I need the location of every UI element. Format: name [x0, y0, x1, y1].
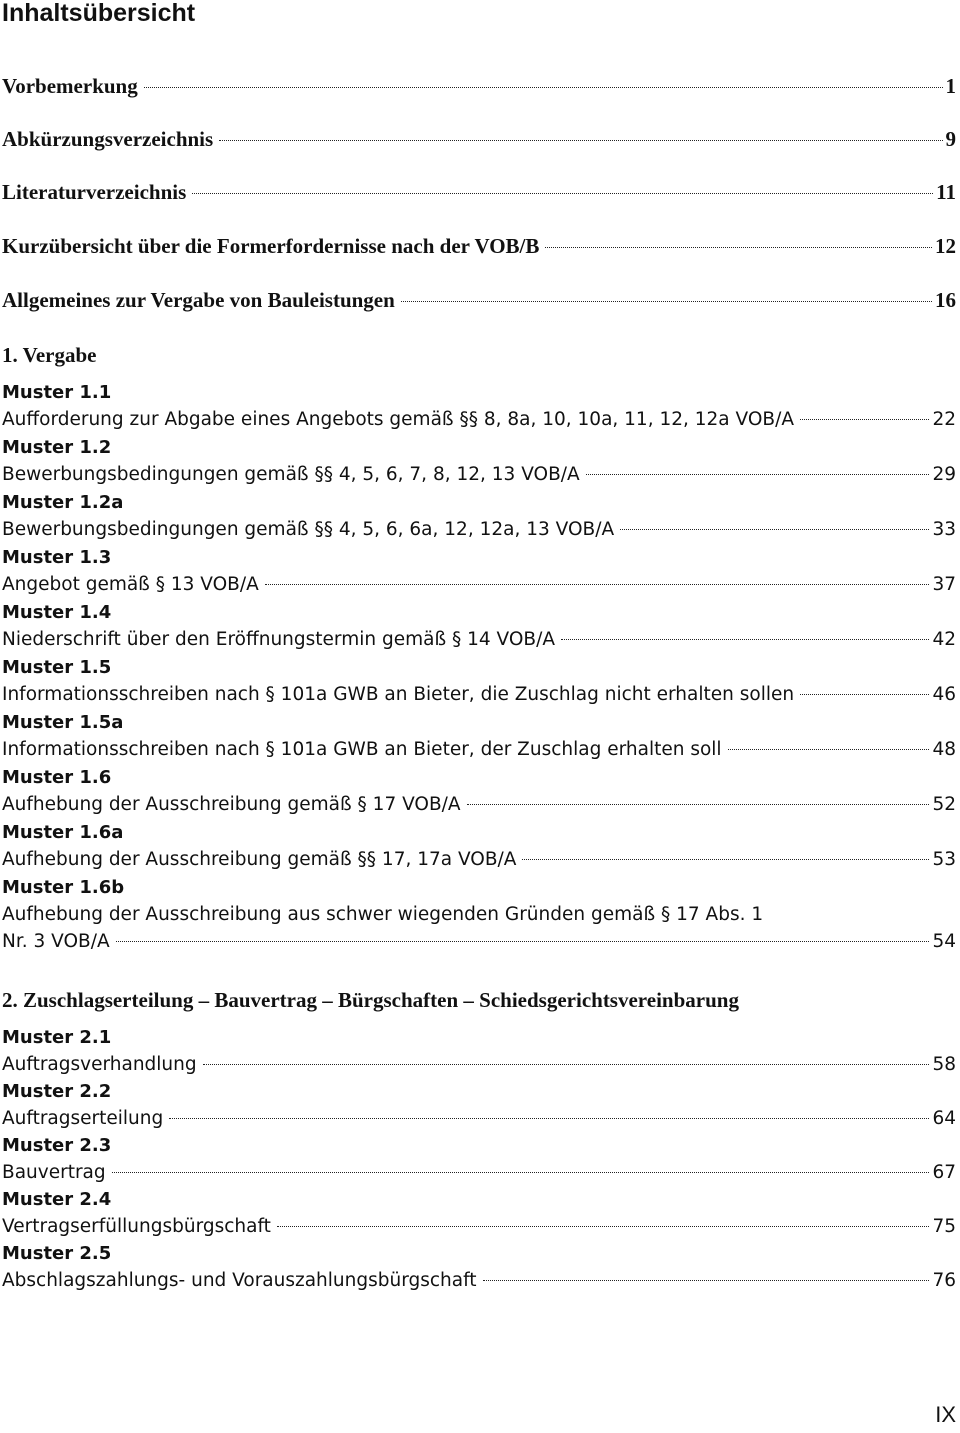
toc-entry-page: 76	[932, 1270, 956, 1291]
toc-entry-page: 42	[932, 629, 956, 650]
toc-entry-muster-2-2[interactable]	[2, 1106, 956, 1133]
toc-entry-page: 37	[932, 574, 956, 595]
toc-entry-page: 11	[936, 180, 956, 204]
toc-entry-muster-2-4[interactable]	[2, 1214, 956, 1241]
toc-entry-label: Informationsschreiben nach § 101a GWB an Bieter, der Zuschlag erhalten soll	[2, 739, 722, 760]
toc-entry-desc-line: Aufhebung der Ausschreibung aus schwer wiegenden Gründen gemäß § 17 Abs. 1	[2, 904, 764, 925]
toc-entry-label: Nr. 3 VOB/A	[2, 931, 110, 952]
toc-entry-muster-1-5[interactable]	[2, 682, 956, 709]
toc-entry-muster-1-3[interactable]	[2, 572, 956, 599]
dot-leader	[522, 859, 929, 860]
dot-leader	[483, 1280, 930, 1281]
toc-entry-muster-1-6[interactable]	[2, 792, 956, 819]
toc-entry-page: 33	[932, 519, 956, 540]
toc-entry-page: 46	[932, 684, 956, 705]
toc-entry-literaturverzeichnis[interactable]	[2, 179, 956, 206]
toc-entry-label: Bauvertrag	[2, 1162, 106, 1183]
dot-leader	[800, 694, 929, 695]
toc-entry-label: Informationsschreiben nach § 101a GWB an Bieter, die Zuschlag nicht erhalten sollen	[2, 684, 795, 705]
dot-leader	[192, 193, 933, 194]
toc-entry-page: 12	[935, 234, 956, 258]
muster-label: Muster 1.1	[2, 382, 112, 403]
dot-leader	[728, 749, 930, 750]
dot-leader	[112, 1172, 930, 1173]
toc-entry-label: Kurzübersicht über die Formerfordernisse nach der VOB/B	[2, 234, 540, 258]
dot-leader	[265, 584, 930, 585]
muster-label: Muster 1.2	[2, 437, 112, 458]
muster-label: Muster 1.4	[2, 602, 112, 623]
muster-label: Muster 1.2a	[2, 492, 124, 513]
muster-label: Muster 1.6	[2, 767, 112, 788]
toc-entry-page: 9	[945, 127, 956, 151]
toc-entry-page: 54	[932, 931, 956, 952]
dot-leader	[401, 301, 932, 302]
toc-entry-label: Auftragserteilung	[2, 1108, 164, 1129]
toc-entry-page: 52	[932, 794, 956, 815]
toc-entry-label: Abkürzungsverzeichnis	[2, 127, 214, 151]
toc-entry-label: Allgemeines zur Vergabe von Bauleistungen	[2, 288, 395, 312]
muster-label: Muster 1.6b	[2, 877, 125, 898]
toc-entry-kurzuebersicht[interactable]	[2, 233, 956, 260]
toc-entry-muster-1-5a[interactable]	[2, 737, 956, 764]
toc-entry-muster-2-3[interactable]	[2, 1160, 956, 1187]
muster-label: Muster 1.3	[2, 547, 112, 568]
toc-entry-muster-1-2a[interactable]	[2, 517, 956, 544]
toc-entry-label: Bewerbungsbedingungen gemäß §§ 4, 5, 6, 6a, 12, 12a, 13 VOB/A	[2, 519, 615, 540]
dot-leader	[144, 87, 943, 88]
toc-entry-page: 58	[932, 1054, 956, 1075]
toc-entry-label: Bewerbungsbedingungen gemäß §§ 4, 5, 6, 7, 8, 12, 13 VOB/A	[2, 464, 580, 485]
toc-entry-muster-1-6b[interactable]	[2, 929, 956, 956]
toc-entry-page: 75	[932, 1216, 956, 1237]
muster-label: Muster 1.6a	[2, 822, 124, 843]
dot-leader	[561, 639, 929, 640]
muster-label: Muster 2.2	[2, 1081, 112, 1102]
toc-entry-label: Angebot gemäß § 13 VOB/A	[2, 574, 259, 595]
toc-entry-page: 22	[932, 409, 956, 430]
dot-leader	[620, 529, 929, 530]
toc-entry-muster-2-1[interactable]	[2, 1052, 956, 1079]
dot-leader	[169, 1118, 929, 1119]
dot-leader	[219, 140, 942, 141]
toc-entry-muster-1-4[interactable]	[2, 627, 956, 654]
muster-label: Muster 1.5	[2, 657, 112, 678]
muster-label: Muster 2.1	[2, 1027, 112, 1048]
toc-entry-muster-1-1[interactable]	[2, 407, 956, 434]
toc-entry-page: 29	[932, 464, 956, 485]
toc-entry-label: Vertragserfüllungsbürgschaft	[2, 1216, 271, 1237]
dot-leader	[116, 941, 930, 942]
toc-entry-page: 53	[932, 849, 956, 870]
toc-entry-page: 1	[945, 74, 956, 98]
muster-label: Muster 1.5a	[2, 712, 124, 733]
toc-entry-page: 48	[932, 739, 956, 760]
toc-entry-vorbemerkung[interactable]	[2, 73, 956, 100]
dot-leader	[586, 474, 930, 475]
dot-leader	[277, 1226, 930, 1227]
page-title: Inhaltsübersicht	[2, 0, 196, 27]
toc-entry-label: Aufhebung der Ausschreibung gemäß § 17 VOB/A	[2, 794, 461, 815]
section-heading-zuschlagserteilung: 2. Zuschlagserteilung – Bauvertrag – Bürgschaften – Schiedsgerichtsvereinbarung	[2, 988, 739, 1012]
toc-entry-label: Literaturverzeichnis	[2, 180, 187, 204]
toc-entry-muster-2-5[interactable]	[2, 1268, 956, 1295]
toc-entry-allgemeines[interactable]	[2, 287, 956, 314]
toc-entry-label: Auftragsverhandlung	[2, 1054, 197, 1075]
dot-leader	[800, 419, 929, 420]
muster-label: Muster 2.5	[2, 1243, 112, 1264]
toc-entry-abkuerzungsverzeichnis[interactable]	[2, 126, 956, 153]
toc-entry-page: 64	[932, 1108, 956, 1129]
muster-label: Muster 2.4	[2, 1189, 112, 1210]
dot-leader	[203, 1064, 930, 1065]
muster-label: Muster 2.3	[2, 1135, 112, 1156]
toc-entry-label: Vorbemerkung	[2, 74, 138, 98]
toc-entry-label: Niederschrift über den Eröffnungstermin gemäß § 14 VOB/A	[2, 629, 555, 650]
dot-leader	[545, 247, 932, 248]
toc-entry-label: Aufforderung zur Abgabe eines Angebots gemäß §§ 8, 8a, 10, 10a, 11, 12, 12a VOB/A	[2, 409, 794, 430]
toc-entry-muster-1-2[interactable]	[2, 462, 956, 489]
section-heading-vergabe: 1. Vergabe	[2, 343, 97, 367]
dot-leader	[467, 804, 930, 805]
toc-entry-page: 67	[932, 1162, 956, 1183]
toc-entry-label: Aufhebung der Ausschreibung gemäß §§ 17, 17a VOB/A	[2, 849, 517, 870]
toc-entry-muster-1-6a[interactable]	[2, 847, 956, 874]
toc-entry-page: 16	[935, 288, 956, 312]
page-number: IX	[935, 1402, 956, 1427]
toc-entry-label: Abschlagszahlungs- und Vorauszahlungsbürgschaft	[2, 1270, 477, 1291]
